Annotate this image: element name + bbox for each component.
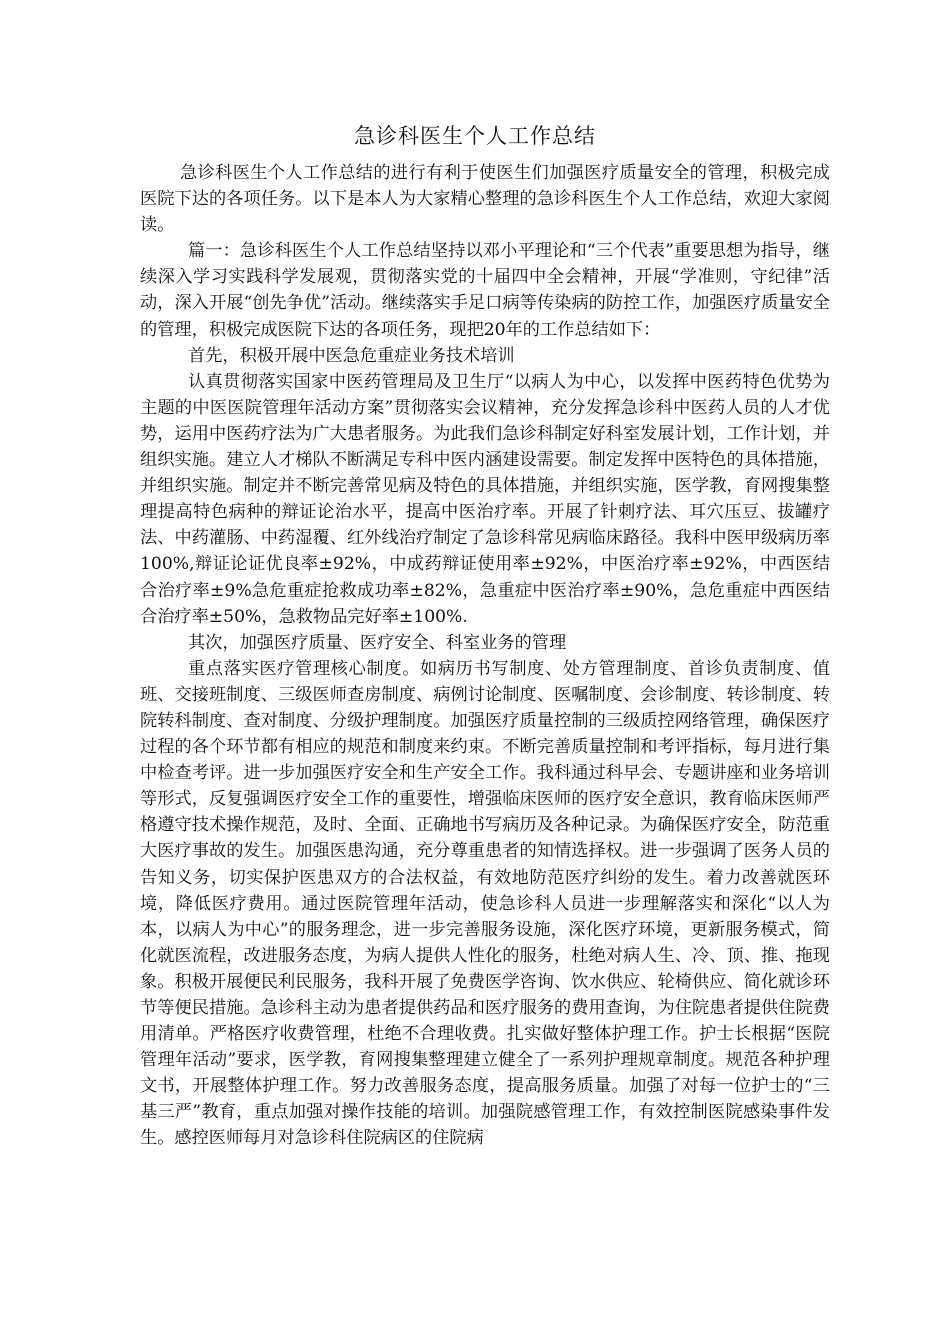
section-heading-first: 首先，积极开展中医急危重症业务技术培训 — [188, 345, 515, 366]
section-heading-second: 其次，加强医疗质量、医疗安全、科室业务的管理 — [188, 632, 567, 653]
part-one-paragraph: 篇一：急诊科医生个人工作总结坚持以邓小平理论和“三个代表”重要思想为指导，继续深入学习实践科学发展观，贯彻落实党的十届四中全会精神，开展“学准则，守纪律”活动，深入开展“创先争优”活动。继续落实手足口病等传染病的防控工作，加强医疗质量安全的管理，积极完成医院下达的各项任务，现把20年的工作总结如下： — [140, 241, 830, 340]
document-body — [140, 160, 830, 1152]
intro-paragraph: 急诊科医生个人工作总结的进行有利于使医生们加强医疗质量安全的管理，积极完成医院下达的各项任务。以下是本人为大家精心整理的急诊科医生个人工作总结，欢迎大家阅读。 — [140, 163, 830, 236]
management-paragraph: 重点落实医疗管理核心制度。如病历书写制度、处方管理制度、首诊负责制度、值班、交接班制度、三级医师查房制度、病例讨论制度、医嘱制度、会诊制度、转诊制度、转院转科制度、查对制度、分级护理制度。加强医疗质量控制的三级质控网络管理，确保医疗过程的各个环节都有相应的规范和制度来约束。不断完善质量控制和考评指标，每月进行集中检查考评。进一步加强医疗安全和生产安全工作。我科通过科早会、专题讲座和业务培训等形式，反复强调医疗安全工作的重要性，增强临床医师的医疗安全意识，教育临床医师严格遵守技术操作规范，及时、全面、正确地书写病历及各种记录。为确保医疗安全，防范重大医疗事故的发生。加强医患沟通，充分尊重患者的知情选择权。进一步强调了医务人员的告知义务，切实保护医患双方的合法权益，有效地防范医疗纠纷的发生。着力改善就医环境，降低医疗费用。通过医院管理年活动，使急诊科人员进一步理解落实和深化“以人为本，以病人为中心”的服务理念，进一步完善服务设施，深化医疗环境，更新服务模式，简化就医流程，改进服务态度，为病人提供人性化的服务，杜绝对病人生、冷、顶、推、拖现象。积极开展便民利民服务，我科开展了免费医学咨询、饮水供应、轮椅供应、简化就诊环节等便民措施。急诊科主动为患者提供药品和医疗服务的费用查询，为住院患者提供住院费用清单。严格医疗收费管理，杜绝不合理收费。扎实做好整体护理工作。护士长根据“医院管理年活动”要求，医学教，育网搜集整理建立健全了一系列护理规章制度。规范各种护理文书，开展整体护理工作。努力改善服务态度，提高服务质量。加强了对每一位护士的“三基三严”教育，重点加强对操作技能的培训。加强院感管理工作，有效控制医院感染事件发生。感控医师每月对急诊科住院病区的住院病 — [140, 658, 830, 1149]
training-paragraph: 认真贯彻落实国家中医药管理局及卫生厅“以病人为中心，以发挥中医药特色优势为主题的中医医院管理年活动方案”贯彻落实会议精神，充分发挥急诊科中医药人员的人才优势，运用中医药疗法为广大患者服务。为此我们急诊科制定好科室发展计划，工作计划，并组织实施。建立人才梯队不断满足专科中医内涵建设需要。制定发挥中医特色的具体措施，并组织实施。制定并不断完善常见病及特色的具体措施，并组织实施，医学教，育网搜集整理提高特色病种的辩证论治水平，提高中医治疗率。开展了针刺疗法、耳穴压豆、拔罐疗法、中药灌肠、中药湿覆、红外线治疗制定了急诊科常见病临床路径。我科中医甲级病历率100%,辩证论证优良率±92%，中成药辩证使用率±92%，中医治疗率±92%，中西医结合治疗率±9%急危重症抢救成功率±82%，急重症中医治疗率±90%，急危重症中西医结合治疗率±50%，急救物品完好率±100%. — [140, 371, 830, 627]
document-title: 急诊科医生个人工作总结 — [354, 124, 596, 148]
